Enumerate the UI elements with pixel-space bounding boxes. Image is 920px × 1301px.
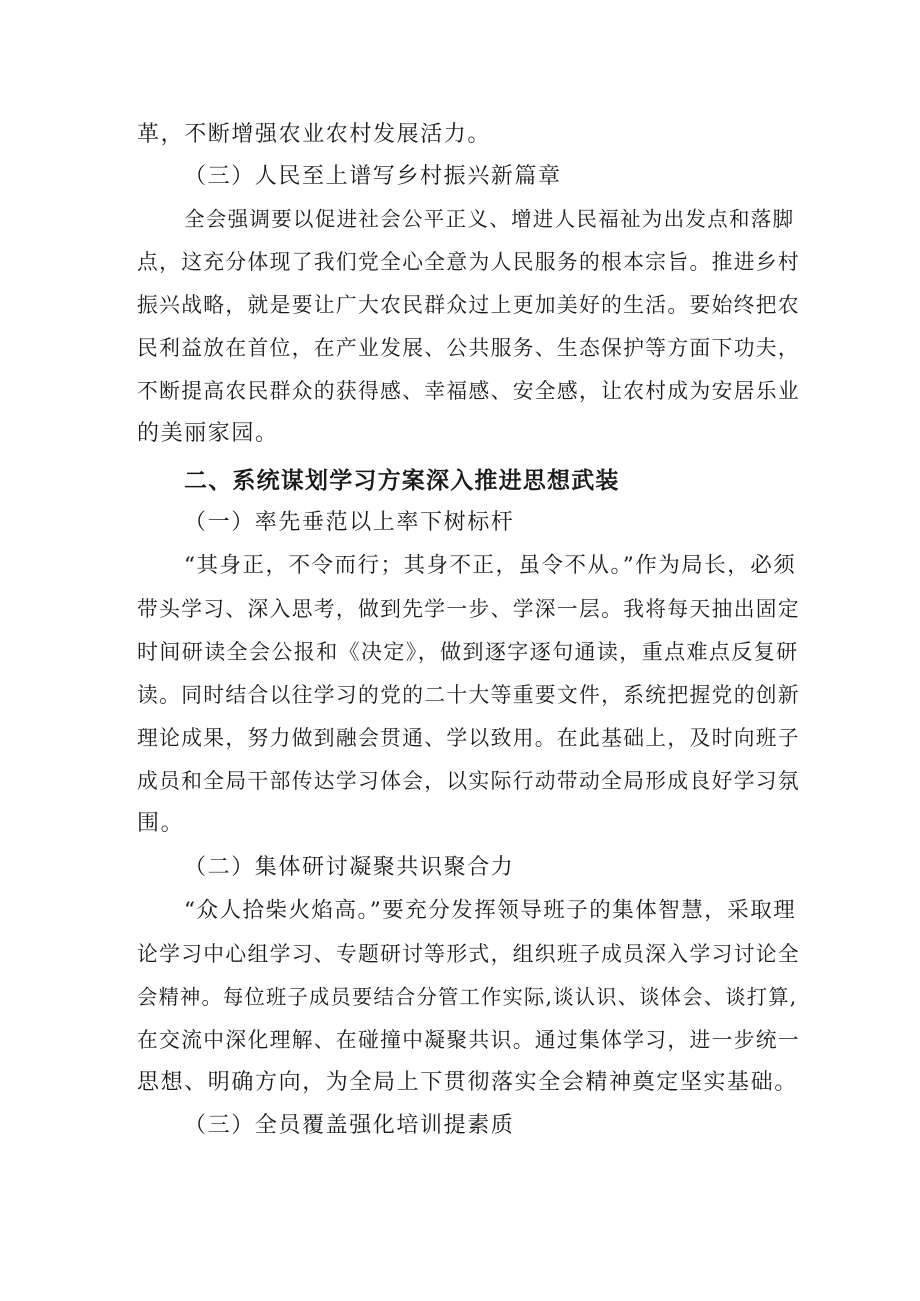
paragraph-line: “其身正，不令而行；其身不正，虽令不从。”作为局长，必须 — [184, 553, 797, 578]
paragraph-line: 点，这充分体现了我们党全心全意为人民服务的根本宗旨。推进乡村 — [137, 250, 801, 274]
paragraph-line: 时间研读全会公报和《决定》，做到逐字逐句通读，重点难点反复研 — [137, 640, 799, 664]
paragraph-line: 振兴战略，就是要让广大农民群众过上更加美好的生活。要始终把农 — [137, 293, 801, 317]
subsection-title: （三）人民至上谱写乡村振兴新篇章 — [184, 164, 562, 189]
paragraph-line: 革，不断增强农业农村发展活力。 — [137, 122, 492, 147]
paragraph-line: 读。同时结合以往学习的党的二十大等重要文件，系统把握党的创新 — [137, 683, 801, 707]
paragraph-line: 思想、明确方向，为全局上下贯彻落实全会精神奠定坚实基础。 — [137, 1070, 798, 1095]
paragraph-line: 带头学习、深入思考，做到先学一步、学深一层。我将每天抽出固定 — [137, 597, 801, 621]
subsection-title: （三）全员覆盖强化培训提素质 — [184, 1113, 515, 1138]
paragraph-line: 成员和全局干部传达学习体会，以实际行动带动全局形成良好学习氛 — [137, 769, 801, 793]
paragraph-line: 的美丽家园。 — [137, 421, 279, 446]
paragraph-line: 全会强调要以促进社会公平正义、增进人民福祉为出发点和落脚 — [184, 207, 795, 231]
section-heading: 二、系统谋划学习方案深入推进思想武装 — [184, 468, 620, 494]
paragraph-line: 理论成果，努力做到融会贯通、学以致用。在此基础上，及时向班子 — [137, 726, 801, 750]
paragraph-line: 论学习中心组学习、专题研讨等形式，组织班子成员深入学习讨论全 — [137, 942, 801, 966]
paragraph-line: “众人拾柴火焰高。”要充分发挥领导班子的集体智慧，采取理 — [184, 898, 797, 923]
subsection-title: （二）集体研讨凝聚共识聚合力 — [184, 855, 515, 880]
paragraph-line: 在交流中深化理解、在碰撞中凝聚共识。通过集体学习，进一步统一 — [137, 1028, 801, 1052]
paragraph-line: 围。 — [137, 811, 185, 836]
paragraph-line: 民利益放在首位，在产业发展、公共服务、生态保护等方面下功夫， — [137, 336, 801, 360]
paragraph-line: 会精神。每位班子成员要结合分管工作实际,谈认识、谈体会、谈打算, — [137, 985, 798, 1009]
subsection-title: （一）率先垂范以上率下树标杆 — [184, 510, 515, 535]
paragraph-line: 不断提高农民群众的获得感、幸福感、安全感，让农村成为安居乐业 — [137, 379, 801, 403]
